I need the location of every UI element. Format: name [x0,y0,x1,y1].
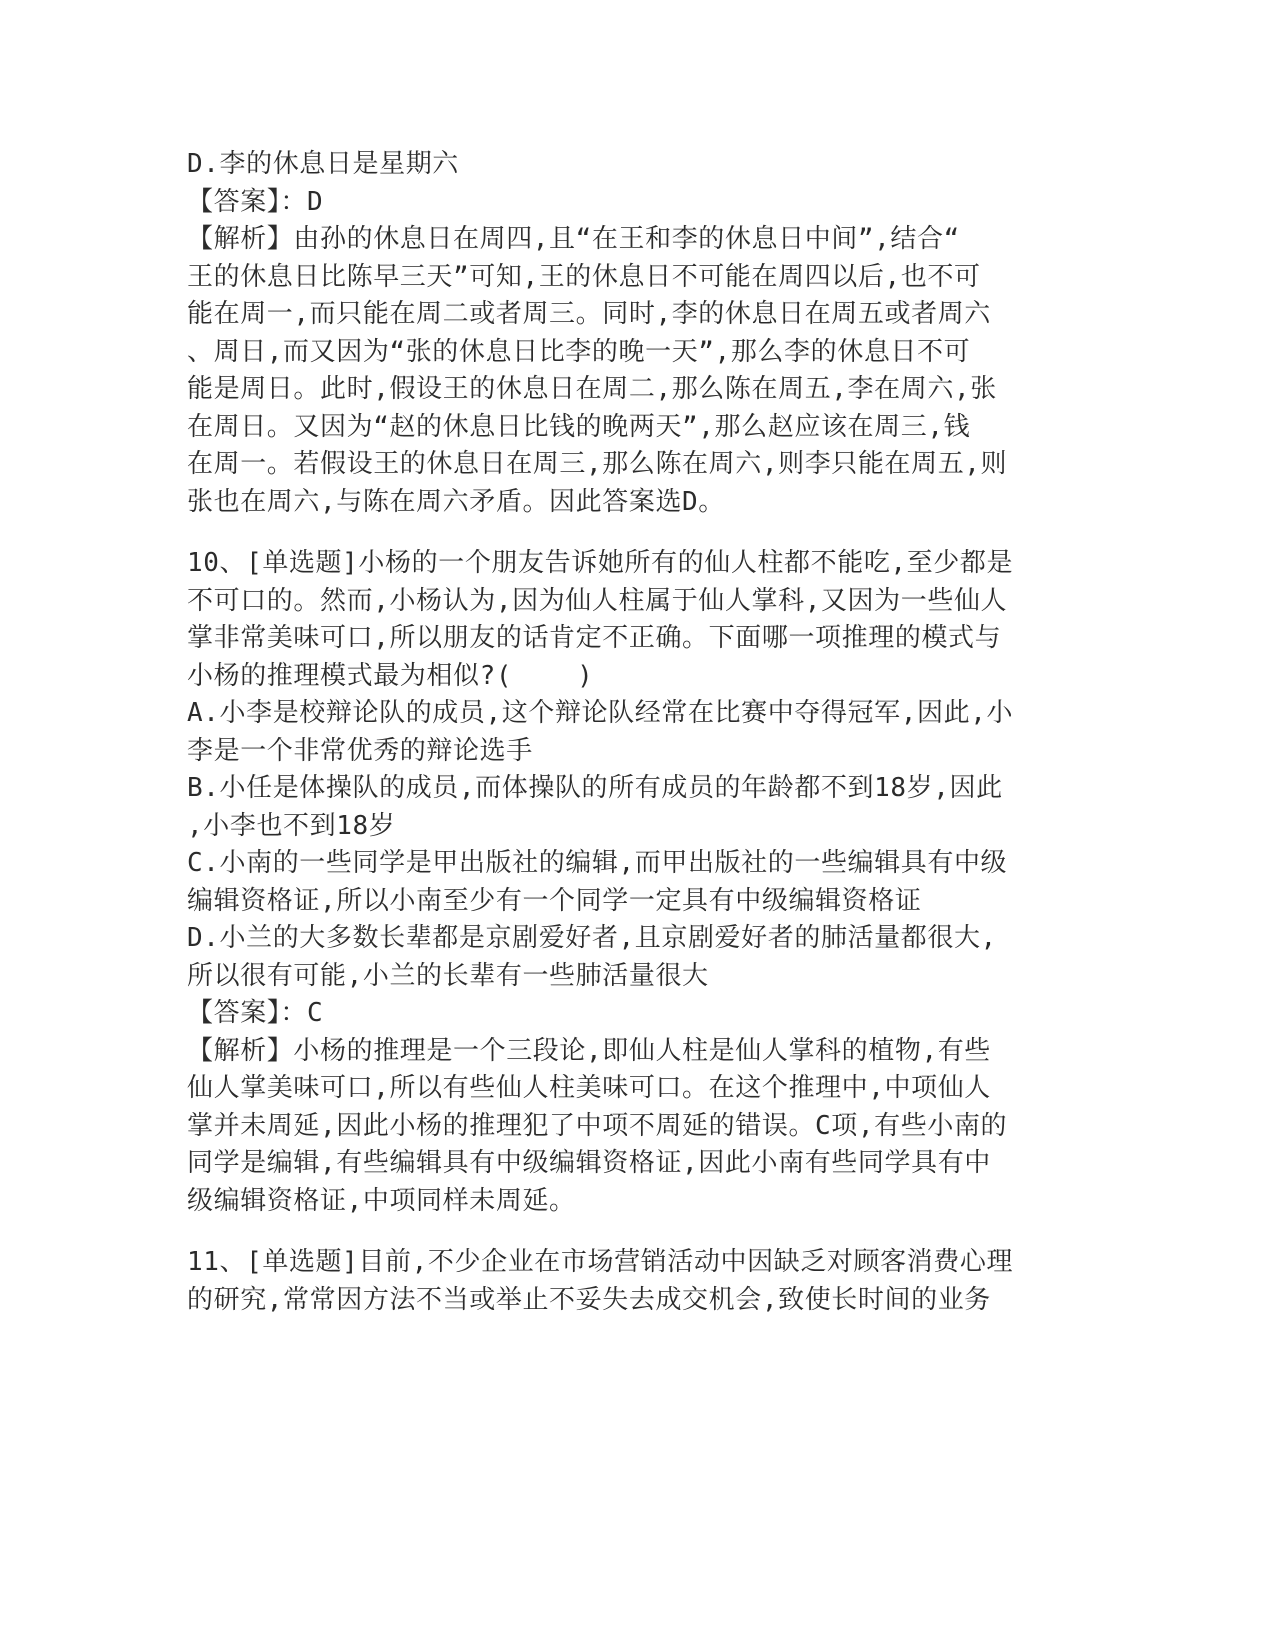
question-11 [187,1244,1077,1319]
analysis-line: 同学是编辑,有些编辑具有中级编辑资格证,因此小南有些同学具有中 [187,1148,991,1178]
analysis-line: 【解析】由孙的休息日在周四,且“在王和李的休息日中间”,结合“ [187,224,960,254]
analysis-line: 能在周一,而只能在周二或者周三。同时,李的休息日在周五或者周六 [187,299,991,329]
option-d: 所以很有可能,小兰的长辈有一些肺活量很大 [187,960,709,991]
question-stem: 的研究,常常因方法不当或举止不妥失去成交机会,致使长时间的业务 [187,1284,991,1315]
analysis-line: 仙人掌美味可口,所以有些仙人柱美味可口。在这个推理中,中项仙人 [187,1073,991,1103]
analysis-line: 【解析】小杨的推理是一个三段论,即仙人柱是仙人掌科的植物,有些 [187,1035,991,1066]
question-stem: 小杨的推理模式最为相似?( ) [187,660,594,691]
block-spacer [187,1220,1077,1244]
question-9-tail [187,146,1077,521]
question-stem: 10、[单选题]小杨的一个朋友告诉她所有的仙人柱都不能吃,至少都是 [187,548,1014,578]
answer-line: 【答案】：D [187,186,324,217]
option-b: ,小李也不到18岁 [187,810,396,841]
question-stem: 不可口的。然而,小杨认为,因为仙人柱属于仙人掌科,又因为一些仙人 [187,585,1008,616]
analysis-line: 张也在周六,与陈在周六矛盾。因此答案选D。 [187,486,725,517]
analysis-line: 掌并未周延,因此小杨的推理犯了中项不周延的错误。C项,有些小南的 [187,1110,1008,1141]
block-spacer [187,521,1077,545]
question-stem: 掌非常美味可口,所以朋友的话肯定不正确。下面哪一项推理的模式与 [187,623,1002,653]
analysis-line: 级编辑资格证,中项同样未周延。 [187,1185,576,1216]
analysis-line: 王的休息日比陈早三天”可知,王的休息日不可能在周四以后,也不可 [187,261,981,292]
option-a: 李是一个非常优秀的辩论选手 [187,735,533,766]
option-c: C.小南的一些同学是甲出版社的编辑,而甲出版社的一些编辑具有中级 [187,848,1008,878]
page-content [187,146,1077,1319]
option-d: D.小兰的大多数长辈都是京剧爱好者,且京剧爱好者的肺活量都很大, [187,923,997,953]
option-a: A.小李是校辩论队的成员,这个辩论队经常在比赛中夺得冠军,因此,小 [187,698,1014,728]
question-10 [187,545,1077,1220]
analysis-line: 能是周日。此时,假设王的休息日在周二,那么陈在周五,李在周六,张 [187,374,997,404]
analysis-line: 在周一。若假设王的休息日在周三,那么陈在周六,则李只能在周五,则 [187,449,1008,479]
analysis-line: 在周日。又因为“赵的休息日比钱的晚两天”,那么赵应该在周三,钱 [187,411,971,442]
option-c: 编辑资格证,所以小南至少有一个同学一定具有中级编辑资格证 [187,885,922,916]
option-d: D.李的休息日是星期六 [187,149,459,179]
analysis-line: 、周日,而又因为“张的休息日比李的晚一天”,那么李的休息日不可 [187,336,971,367]
question-stem: 11、[单选题]目前,不少企业在市场营销活动中因缺乏对顾客消费心理 [187,1247,1014,1277]
answer-line: 【答案】：C [187,998,324,1028]
option-b: B.小任是体操队的成员,而体操队的所有成员的年龄都不到18岁,因此 [187,773,1003,803]
